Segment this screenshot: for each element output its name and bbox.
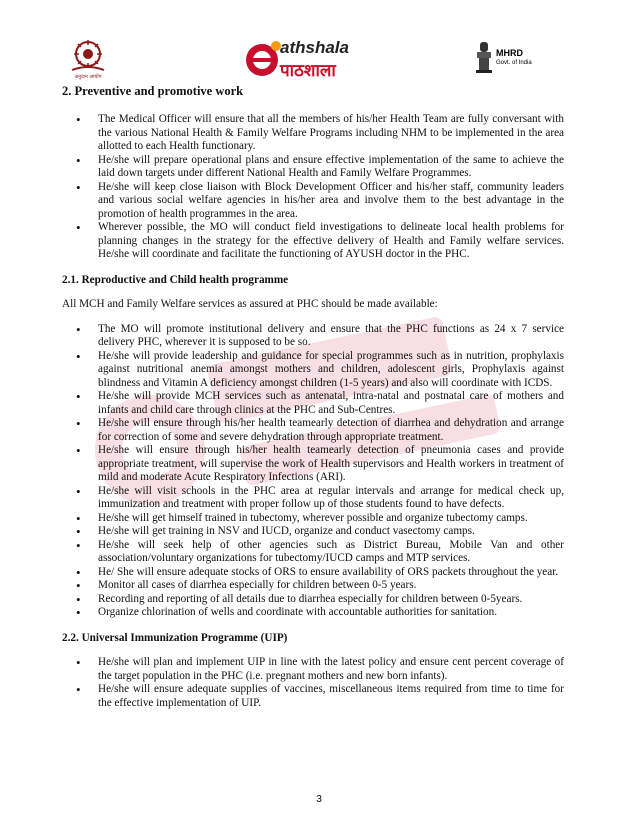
- list-item: • He/she will visit schools in the PHC area at regular intervals and arrange for medical check up, immunization and treatment with proper follow up of those students found to have defects.: [98, 485, 564, 512]
- list-item: • Organize chlorination of wells and coordinate with accountable authorities for sanitation.: [98, 606, 564, 620]
- ugc-caption: अनुदान आयोग: [74, 74, 102, 80]
- list-item: • He/she will get training in NSV and IUCD, organize and conduct vasectomy camps.: [98, 525, 564, 539]
- section-2-list: [62, 113, 564, 262]
- list-item: • He/she will provide MCH services such as antenatal, intra-natal and postnatal care of mothers and infants and child care through clinics at the PHC and Sub-Centres.: [98, 390, 564, 417]
- list-item: • Wherever possible, the MO will conduct field investigations to delineate local health problems for planning changes in the strategy for the effective delivery of Health and Family welfare services. He/she will coordinate and facilitate the functioning of AYUSH doctor in the PHC.: [98, 221, 564, 262]
- section-2-1-list: [62, 323, 564, 620]
- list-item: • He/she will ensure adequate supplies of vaccines, miscellaneous items required from time to time for the effective implementation of UIP.: [98, 683, 564, 710]
- list-item: • He/ She will ensure adequate stocks of ORS to ensure availability of ORS packets throughout the year.: [98, 566, 564, 580]
- section-2-title: 2. Preventive and promotive work: [62, 84, 244, 98]
- national-emblem-icon: [474, 40, 494, 74]
- list-item: • He/she will keep close liaison with Block Development Officer and his/her staff, community leaders and various social welfare agencies in his/her area and involve them to the best advantage in the promotion of health programmes in the area.: [98, 181, 564, 222]
- list-item: • He/she will provide leadership and guidance for special programmes such as in nutrition, prophylaxis against nutritional anemia amongst mothers and children, adolescent girls, Prophylaxis against blindness and Vitamin A deficiency amongst children (1-5 years) and also will coordinate with ICDS.: [98, 350, 564, 391]
- page-header: [0, 0, 638, 90]
- page-number: 3: [316, 793, 322, 805]
- epathshala-latin: athshala: [280, 38, 349, 57]
- list-item: • He/she will plan and implement UIP in line with the latest policy and ensure cent percent coverage of the target population in the PHC (i.e. pregnant mothers and new born infants).: [98, 656, 564, 683]
- list-item: • He/she will get himself trained in tubectomy, wherever possible and organize tubectomy camps.: [98, 512, 564, 526]
- section-2-2-title: 2.2. Universal Immunization Programme (UIP): [62, 631, 288, 644]
- mhrd-logo: [474, 40, 558, 78]
- list-item: • Monitor all cases of diarrhea especially for children between 0-5 years.: [98, 579, 564, 593]
- list-item: • He/she will prepare operational plans and ensure effective implementation of the same to achieve the laid down targets under different National Health and Family Welfare Programmes.: [98, 154, 564, 181]
- section-2-1-intro: All MCH and Family Welfare services as assured at PHC should be made available:: [62, 298, 438, 310]
- document-body: [62, 84, 564, 722]
- list-item: • He/she will seek help of other agencies such as District Bureau, Mobile Van and other association/voluntary organizations for tubectomy/IUCD camps and MTP services.: [98, 539, 564, 566]
- epathshala-hindi: पाठशाला: [280, 61, 336, 81]
- list-item: • The MO will promote institutional delivery and ensure that the PHC functions as 24 x 7 service delivery PHC, wherever it is supposed to be so.: [98, 323, 564, 350]
- ugc-emblem-icon: [62, 40, 114, 74]
- list-item: • He/she will ensure through his/her health teamearly detection of pneumonia cases and provide appropriate treatment, will supervise the work of Health supervisors and Health workers in treatment of mild and moderate Acute Respiratory Infections (ARI).: [98, 444, 564, 485]
- list-item: • Recording and reporting of all details due to diarrhea especially for children between 0-5years.: [98, 593, 564, 607]
- epathshala-logo: [244, 38, 374, 82]
- list-item: • The Medical Officer will ensure that all the members of his/her Health Team are fully conversant with the various National Health & Family Welfare Programs including NHM to be implemented in the area allotted to each Health functionary.: [98, 113, 564, 154]
- section-2-2-list: [62, 656, 564, 710]
- ugc-logo: [62, 40, 114, 82]
- section-2-1-title: 2.1. Reproductive and Child health programme: [62, 273, 289, 286]
- mhrd-subtitle: Govt. of India: [496, 60, 532, 66]
- e-pathshala-e-icon: [244, 38, 284, 82]
- list-item: • He/she will ensure through his/her health teamearly detection of diarrhea and dehydration and arrange for correction of some and severe dehydration through appropriate treatment.: [98, 417, 564, 444]
- mhrd-title: MHRD: [496, 48, 523, 58]
